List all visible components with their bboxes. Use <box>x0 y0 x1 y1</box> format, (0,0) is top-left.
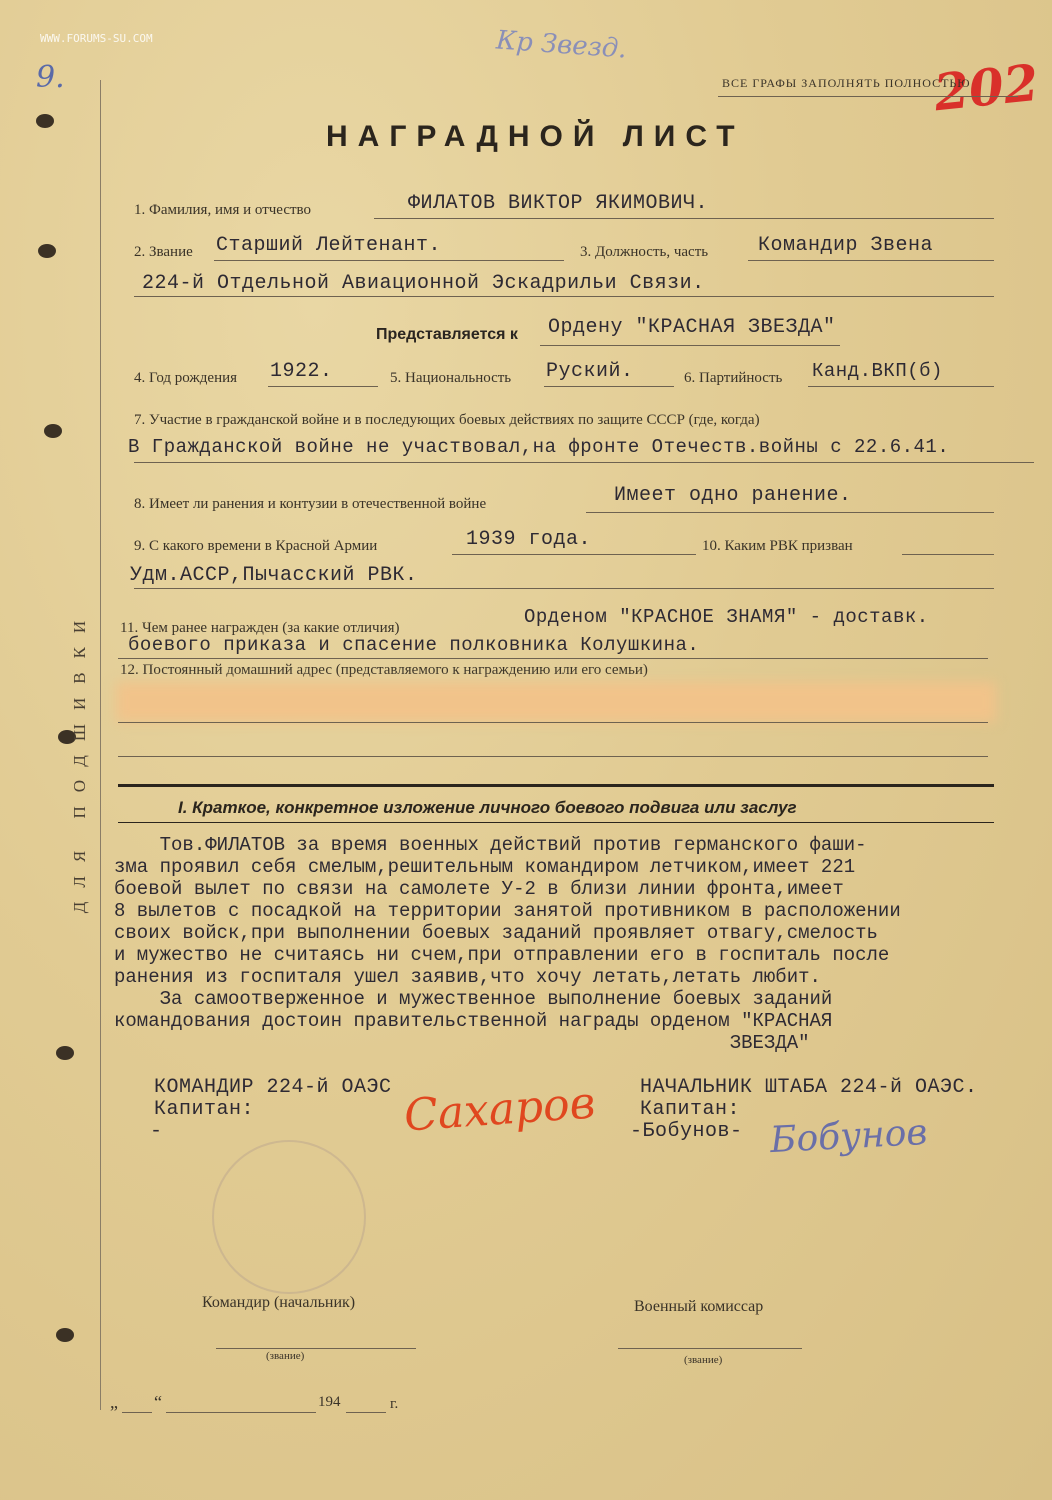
left-signer-rank: Капитан: <box>154 1098 255 1121</box>
punch-hole <box>36 114 54 128</box>
section-heading: I. Краткое, конкретное изложение личного боевого подвига или заслуг <box>178 798 797 817</box>
left-signer-dash: - <box>150 1120 163 1143</box>
right-signer-rank: Капитан: <box>640 1098 741 1121</box>
field-combat-label: 7. Участие в гражданской войне и в последующих боевых действиях по защите СССР (где, когда) <box>134 412 760 428</box>
field-prior-awards-label: 11. Чем ранее награжден (за какие отличия) <box>120 620 400 636</box>
left-signature: Сахаров <box>402 1077 597 1142</box>
field-position-value-continued: 224-й Отдельной Авиационной Эскадрильи Связи. <box>142 272 705 295</box>
narrative-line: ЗВЕЗДА" <box>114 1032 810 1054</box>
punch-hole <box>56 1328 74 1342</box>
field-nationality-label: 5. Национальность <box>390 370 512 386</box>
field-draft-office-value: Удм.АССР,Пычасский РВК. <box>130 564 418 587</box>
field-combat-value: В Гражданской войне не участвовал,на фронте Отечеств.войны с 22.6.41. <box>128 436 950 458</box>
right-signer-name: -Бобунов- <box>630 1120 743 1143</box>
binding-margin-line <box>100 80 101 1410</box>
narrative-line: боевой вылет по связи на самолете У-2 в близи линии фронта,имеет <box>114 878 844 900</box>
field-position-label: 3. Должность, часть <box>580 244 709 260</box>
field-wounds-value: Имеет одно ранение. <box>614 484 852 507</box>
narrative-line: ранения из госпиталя ушел заявив,что хочу летать,летать любит. <box>114 966 821 988</box>
field-service-since-value: 1939 года. <box>466 528 592 551</box>
side-label: ДЛЯ ПОДШИВКИ <box>70 606 89 914</box>
right-signer-title: НАЧАЛЬНИК ШТАБА 224-й ОАЭС. <box>640 1076 978 1099</box>
field-service-since-label: 9. С какого времени в Красной Армии <box>134 538 378 554</box>
field-address-label: 12. Постоянный домашний адрес (представляемого к награждению или его семьи) <box>120 662 648 678</box>
commander-label: Командир (начальник) <box>202 1294 356 1311</box>
field-birth-year-label: 4. Год рождения <box>134 370 238 386</box>
narrative-line: и мужество не считаясь ни счем,при отправлении его в госпиталь после <box>114 944 890 966</box>
field-position-value: Командир Звена <box>758 234 934 257</box>
page-number-note: 9. <box>36 60 65 95</box>
field-party-value: Канд.ВКП(б) <box>812 360 943 382</box>
field-birth-year-value: 1922. <box>270 360 333 383</box>
left-signer-title: КОМАНДИР 224-й ОАЭС <box>154 1076 392 1099</box>
presented-award-value: Ордену "КРАСНАЯ ЗВЕЗДА" <box>548 316 836 339</box>
punch-hole <box>56 1046 74 1060</box>
rank-caption-right: (звание) <box>684 1354 723 1366</box>
narrative-line: зма проявил себя смелым,решительным командиром летчиком,имеет 221 <box>114 856 856 878</box>
field-name-label: 1. Фамилия, имя и отчество <box>134 202 312 218</box>
watermark: WWW.FORUMS-SU.COM <box>40 32 153 45</box>
field-name-value: ФИЛАТОВ ВИКТОР ЯКИМОВИЧ. <box>408 192 709 215</box>
year-suffix: г. <box>390 1396 399 1412</box>
instruction-note: ВСЕ ГРАФЫ ЗАПОЛНЯТЬ ПОЛНОСТЬЮ <box>722 76 971 90</box>
punch-hole <box>38 244 56 258</box>
field-nationality-value: Руский. <box>546 360 634 383</box>
narrative-line: 8 вылетов с посадкой на территории занятой противником в расположении <box>114 900 901 922</box>
faint-stamp <box>212 1140 366 1294</box>
commissar-label: Военный комиссар <box>634 1298 764 1315</box>
field-draft-office-label: 10. Каким РВК призван <box>702 538 853 554</box>
narrative-line: За самоотверженное и мужественное выполнение боевых заданий <box>114 988 833 1010</box>
redacted-address <box>116 682 996 722</box>
red-number-note: 202 <box>931 52 1042 123</box>
right-signature: Бобунов <box>769 1111 929 1162</box>
narrative-line: Тов.ФИЛАТОВ за время военных действий против германского фаши- <box>114 834 867 856</box>
rank-caption-left: (звание) <box>266 1350 305 1362</box>
narrative-line: командования достоин правительственной награды орденом "КРАСНАЯ <box>114 1010 833 1032</box>
field-party-label: 6. Партийность <box>684 370 783 386</box>
narrative-line: своих войск,при выполнении боевых заданий проявляет отвагу,смелость <box>114 922 878 944</box>
page-title: НАГРАДНОЙ ЛИСТ <box>326 120 745 153</box>
punch-hole <box>44 424 62 438</box>
field-wounds-label: 8. Имеет ли ранения и контузии в отечественной войне <box>134 496 487 512</box>
field-prior-awards-value: Орденом "КРАСНОЕ ЗНАМЯ" - доставк. <box>524 606 929 628</box>
merit-narrative <box>114 834 1014 1054</box>
date-open-quote: „ <box>110 1392 118 1412</box>
field-rank-value: Старший Лейтенант. <box>216 234 442 257</box>
presented-label: Представляется к <box>376 326 518 343</box>
year-prefix: 194 <box>318 1394 341 1410</box>
date-close-quote: “ <box>154 1392 162 1412</box>
field-prior-awards-value-continued: боевого приказа и спасение полковника Колушкина. <box>128 634 700 656</box>
field-rank-label: 2. Звание <box>134 244 193 260</box>
top-handwritten-note: Кр Звезд. <box>495 25 628 65</box>
